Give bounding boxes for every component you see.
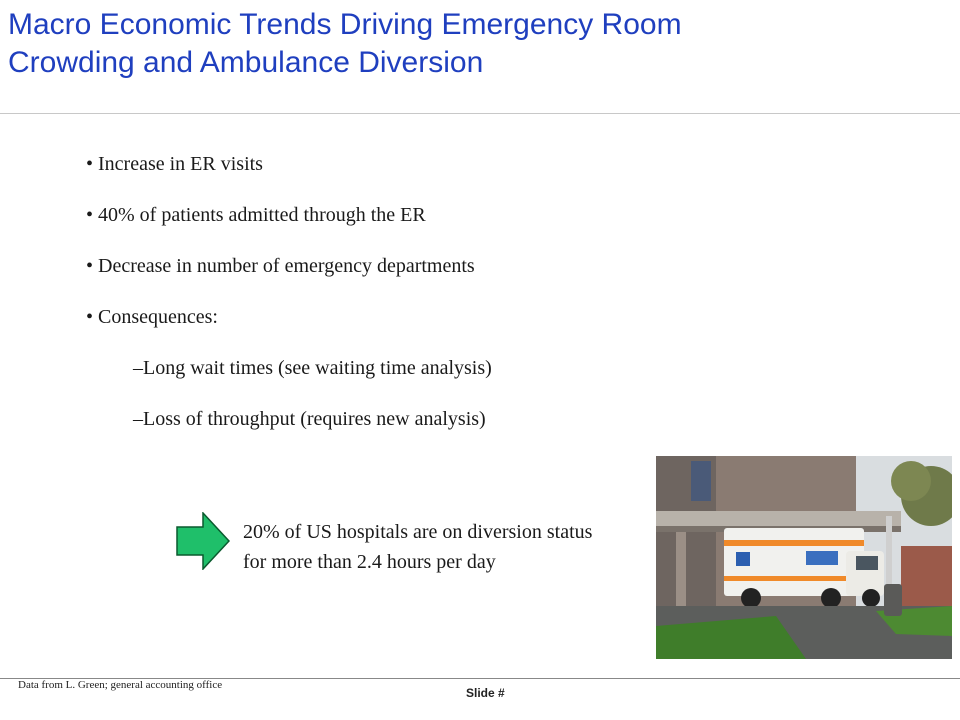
title-line-2: Crowding and Ambulance Diversion [8, 46, 484, 79]
slide-number: Slide # [466, 686, 505, 700]
bullet-item: • Increase in ER visits [86, 153, 263, 175]
ambulance-photo [656, 456, 952, 659]
bullet-item: • Decrease in number of emergency departments [86, 255, 475, 277]
callout-line-2: for more than 2.4 hours per day [243, 551, 496, 573]
title-line-1: Macro Economic Trends Driving Emergency Room [8, 8, 682, 41]
bullet-item: • 40% of patients admitted through the ER [86, 204, 426, 226]
sub-bullet-item: –Loss of throughput (requires new analysis) [133, 408, 486, 430]
source-note: Data from L. Green; general accounting office [18, 679, 223, 691]
bullet-item: • Consequences: [86, 306, 218, 328]
callout-line-1: 20% of US hospitals are on diversion status [243, 521, 593, 543]
bullet-list [86, 150, 492, 456]
title-divider [0, 113, 960, 114]
arrow-right-icon [176, 512, 230, 570]
diversion-callout [243, 517, 663, 577]
slide-title [8, 6, 948, 82]
sub-bullet-item: –Long wait times (see waiting time analysis) [133, 357, 492, 379]
